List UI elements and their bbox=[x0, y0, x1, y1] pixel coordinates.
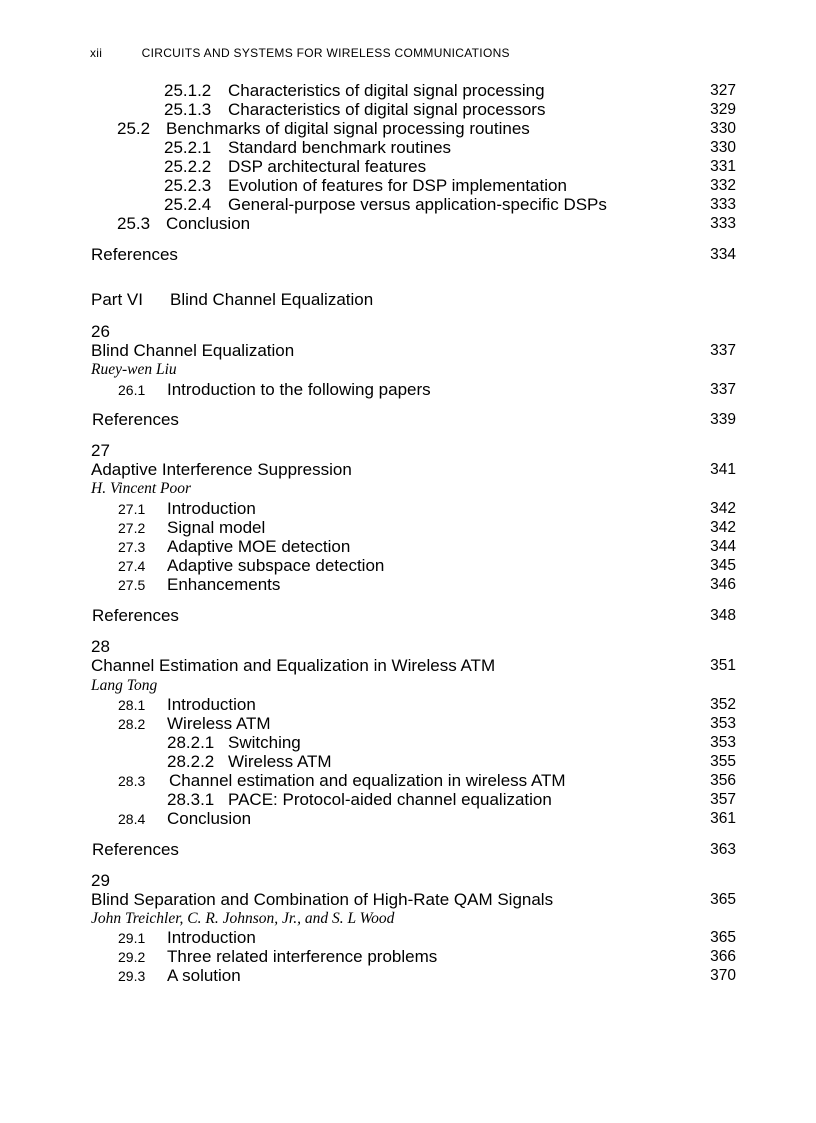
section-number: 27.2 bbox=[118, 520, 146, 536]
section-title: Characteristics of digital signal processors bbox=[228, 100, 546, 119]
section-title: General-purpose versus application-specific DSPs bbox=[228, 195, 607, 214]
toc-entry bbox=[0, 81, 816, 101]
section-number: 25.2.2 bbox=[164, 157, 212, 176]
chapter-author: Lang Tong bbox=[91, 677, 158, 694]
section-number: 27.1 bbox=[118, 501, 146, 517]
page-ref: 342 bbox=[710, 500, 736, 517]
toc-entry bbox=[0, 119, 816, 139]
section-number: 29.2 bbox=[118, 949, 146, 965]
section-title: A solution bbox=[167, 966, 241, 985]
chapter-num: 29 bbox=[91, 871, 110, 890]
section-number: 25.2 bbox=[117, 119, 151, 138]
toc-entry bbox=[0, 410, 816, 430]
toc-entry bbox=[0, 606, 816, 626]
chapter-title: Channel Estimation and Equalization in Wireless ATM bbox=[91, 656, 496, 675]
toc-entry bbox=[0, 966, 816, 986]
toc-entry bbox=[0, 245, 816, 265]
section-number: 27.3 bbox=[118, 539, 146, 555]
section-title: Signal model bbox=[167, 518, 266, 537]
page-ref: 334 bbox=[710, 246, 736, 263]
section-title: Three related interference problems bbox=[167, 947, 438, 966]
chapter-author: Ruey-wen Liu bbox=[91, 361, 177, 378]
section-number: 27.5 bbox=[118, 577, 146, 593]
references-title: References bbox=[91, 245, 178, 264]
section-title: Channel estimation and equalization in wireless ATM bbox=[169, 771, 566, 790]
section-title: Benchmarks of digital signal processing routines bbox=[166, 119, 530, 138]
page-ref: 342 bbox=[710, 519, 736, 536]
chapter-author: H. Vincent Poor bbox=[91, 480, 192, 497]
section-number: 28.2 bbox=[118, 716, 146, 732]
page-ref: 330 bbox=[710, 139, 736, 156]
section-number: 28.2.2 bbox=[167, 752, 215, 771]
part-heading bbox=[0, 290, 816, 310]
toc-entry bbox=[0, 695, 816, 715]
toc-entry bbox=[0, 575, 816, 595]
toc-entry bbox=[0, 380, 816, 400]
section-title: DSP architectural features bbox=[228, 157, 427, 176]
page-ref: 337 bbox=[710, 381, 736, 398]
page-ref: 329 bbox=[710, 101, 736, 118]
references-title: References bbox=[92, 606, 179, 625]
page-ref: 356 bbox=[710, 772, 736, 789]
page-ref: 332 bbox=[710, 177, 736, 194]
section-title: Conclusion bbox=[166, 214, 251, 233]
chapter-number bbox=[0, 637, 816, 657]
toc-entry bbox=[0, 100, 816, 120]
section-title: Adaptive subspace detection bbox=[167, 556, 385, 575]
toc-entry bbox=[0, 947, 816, 967]
page-ref: 339 bbox=[710, 411, 736, 428]
page-ref: 353 bbox=[710, 734, 736, 751]
toc-entry bbox=[0, 928, 816, 948]
page-ref: 357 bbox=[710, 791, 736, 808]
section-number: 28.3 bbox=[118, 773, 146, 789]
section-title: Adaptive MOE detection bbox=[167, 537, 351, 556]
chapter-heading bbox=[0, 890, 816, 910]
chapter-number bbox=[0, 441, 816, 461]
page-ref: 333 bbox=[710, 215, 736, 232]
page-ref: 333 bbox=[710, 196, 736, 213]
section-number: 25.1.2 bbox=[164, 81, 212, 100]
section-number: 25.1.3 bbox=[164, 100, 212, 119]
page-ref: 327 bbox=[710, 82, 736, 99]
toc-entry bbox=[0, 771, 816, 791]
section-title: Evolution of features for DSP implementation bbox=[228, 176, 567, 195]
page-ref: 366 bbox=[710, 948, 736, 965]
section-title: Conclusion bbox=[167, 809, 252, 828]
chapter-num: 26 bbox=[91, 322, 110, 341]
chapter-heading bbox=[0, 460, 816, 480]
toc-entry bbox=[0, 733, 816, 753]
section-title: Introduction bbox=[167, 499, 256, 518]
section-title: Wireless ATM bbox=[228, 752, 332, 771]
section-number: 25.2.3 bbox=[164, 176, 212, 195]
running-title: CIRCUITS AND SYSTEMS FOR WIRELESS COMMUNICATIONS bbox=[141, 46, 510, 60]
section-title: Introduction bbox=[167, 928, 256, 947]
page-number: xii bbox=[90, 46, 103, 60]
chapter-author: John Treichler, C. R. Johnson, Jr., and S. L Wood bbox=[91, 910, 395, 927]
page-ref: 345 bbox=[710, 557, 736, 574]
toc-entry bbox=[0, 518, 816, 538]
section-number: 29.3 bbox=[118, 968, 146, 984]
chapter-title: Blind Separation and Combination of High-Rate QAM Signals bbox=[91, 890, 554, 909]
page-ref: 353 bbox=[710, 715, 736, 732]
page-ref: 341 bbox=[710, 461, 736, 478]
chapter-num: 28 bbox=[91, 637, 110, 656]
section-number: 25.3 bbox=[117, 214, 151, 233]
chapter-number bbox=[0, 871, 816, 891]
chapter-title: Blind Channel Equalization bbox=[91, 341, 295, 360]
section-number: 28.2.1 bbox=[167, 733, 215, 752]
section-number: 28.1 bbox=[118, 697, 146, 713]
references-title: References bbox=[92, 840, 179, 859]
section-number: 29.1 bbox=[118, 930, 146, 946]
chapter-number bbox=[0, 322, 816, 342]
section-number: 27.4 bbox=[118, 558, 146, 574]
chapter-heading bbox=[0, 656, 816, 676]
part-number: Part VI bbox=[91, 290, 143, 309]
toc-entry bbox=[0, 157, 816, 177]
section-title: Wireless ATM bbox=[167, 714, 271, 733]
toc-entry bbox=[0, 138, 816, 158]
section-number: 26.1 bbox=[118, 382, 146, 398]
page-ref: 330 bbox=[710, 120, 736, 137]
toc-entry bbox=[0, 714, 816, 734]
page-ref: 337 bbox=[710, 342, 736, 359]
section-number: 25.2.4 bbox=[164, 195, 212, 214]
section-title: Standard benchmark routines bbox=[228, 138, 452, 157]
page-ref: 355 bbox=[710, 753, 736, 770]
toc-entry bbox=[0, 195, 816, 215]
page-ref: 363 bbox=[710, 841, 736, 858]
running-header bbox=[90, 46, 510, 60]
toc-entry bbox=[0, 176, 816, 196]
page-ref: 351 bbox=[710, 657, 736, 674]
page-ref: 344 bbox=[710, 538, 736, 555]
page-ref: 348 bbox=[710, 607, 736, 624]
chapter-title: Adaptive Interference Suppression bbox=[91, 460, 352, 479]
page-ref: 365 bbox=[710, 891, 736, 908]
toc-entry bbox=[0, 840, 816, 860]
page-ref: 365 bbox=[710, 929, 736, 946]
toc-entry bbox=[0, 499, 816, 519]
toc-entry bbox=[0, 752, 816, 772]
chapter-heading bbox=[0, 341, 816, 361]
toc-entry bbox=[0, 214, 816, 234]
section-title: Introduction bbox=[167, 695, 256, 714]
chapter-num: 27 bbox=[91, 441, 110, 460]
section-title: Introduction to the following papers bbox=[167, 380, 431, 399]
section-number: 28.3.1 bbox=[167, 790, 215, 809]
toc-entry bbox=[0, 556, 816, 576]
section-title: PACE: Protocol-aided channel equalization bbox=[228, 790, 552, 809]
section-number: 28.4 bbox=[118, 811, 146, 827]
page-ref: 352 bbox=[710, 696, 736, 713]
section-title: Characteristics of digital signal processing bbox=[228, 81, 545, 100]
toc-entry bbox=[0, 537, 816, 557]
references-title: References bbox=[92, 410, 179, 429]
page-ref: 361 bbox=[710, 810, 736, 827]
toc-entry bbox=[0, 790, 816, 810]
part-title: Blind Channel Equalization bbox=[170, 290, 374, 309]
page-ref: 331 bbox=[710, 158, 736, 175]
page-ref: 346 bbox=[710, 576, 736, 593]
section-number: 25.2.1 bbox=[164, 138, 212, 157]
page-ref: 370 bbox=[710, 967, 736, 984]
section-title: Switching bbox=[228, 733, 301, 752]
toc-entry bbox=[0, 809, 816, 829]
section-title: Enhancements bbox=[167, 575, 281, 594]
